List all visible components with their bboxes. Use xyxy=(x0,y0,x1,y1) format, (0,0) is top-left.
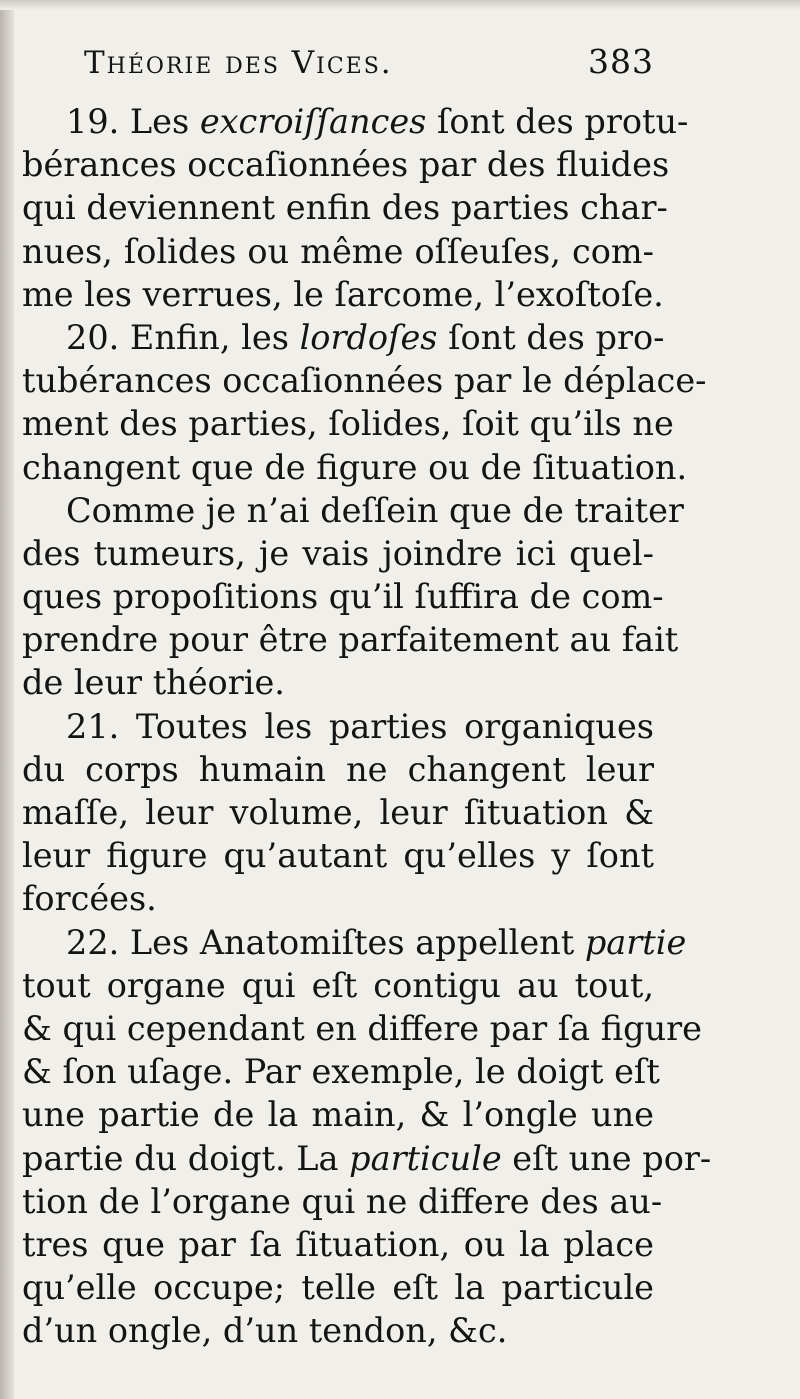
text-line xyxy=(22,921,687,964)
text-line xyxy=(22,877,654,920)
text-segment: eſt une por- xyxy=(501,1138,712,1178)
text-segment: tubérances occaſionnées par le déplace- xyxy=(22,361,707,401)
text-segment: tion de l’organe qui ne differe des au- xyxy=(22,1181,663,1221)
text-segment: forcées. xyxy=(22,879,157,919)
text-segment: maſſe, leur volume, leur ſituation & xyxy=(22,793,654,832)
text-line xyxy=(22,489,684,532)
text-line xyxy=(22,446,688,489)
paragraph xyxy=(22,705,654,921)
text-line xyxy=(22,532,654,575)
italic-term: excroiſſances xyxy=(199,102,427,141)
text-segment: une partie de la main, & l’ongle une xyxy=(22,1095,654,1135)
text-segment: ment des parties, ſolides, ſoit qu’ils ne xyxy=(22,404,674,444)
text-line xyxy=(22,1180,663,1223)
text-segment: bérances occaſionnées par des fluides xyxy=(22,145,670,185)
text-segment: 20. Enfin, les xyxy=(66,317,300,357)
text-line xyxy=(22,1266,654,1309)
italic-term: partie xyxy=(584,922,687,962)
text-segment: leur figure qu’autant qu’elles y ſont xyxy=(22,836,654,876)
scan-shadow-left xyxy=(0,0,14,1399)
text-line xyxy=(22,964,654,1007)
text-line xyxy=(22,402,674,445)
text-segment: & qui cependant en differe par ſa figure xyxy=(22,1008,703,1048)
text-segment: de leur théorie. xyxy=(22,663,285,703)
text-line xyxy=(22,661,654,704)
paragraph xyxy=(22,316,707,489)
text-segment: changent que de figure ou de ſituation. xyxy=(22,447,688,487)
text-segment: 19. Les xyxy=(66,102,200,141)
text-line xyxy=(22,705,654,748)
body-text xyxy=(22,100,712,1352)
text-segment: 21. Toutes les parties organiques xyxy=(66,706,654,746)
text-segment: qu’elle occupe; telle eſt la particule xyxy=(22,1268,654,1308)
text-segment: prendre pour être parfaitement au fait xyxy=(22,620,679,660)
scan-shadow-top xyxy=(0,0,800,10)
text-line xyxy=(22,100,689,143)
text-line xyxy=(22,186,668,229)
text-segment: ques propoſitions qu’il ſuffira de com- xyxy=(22,577,664,617)
text-line xyxy=(22,1309,654,1352)
text-segment: du corps humain ne changent leur xyxy=(22,749,654,789)
book-page xyxy=(22,42,712,1352)
text-line xyxy=(22,834,654,877)
text-line xyxy=(22,1137,712,1180)
text-line xyxy=(22,1093,654,1136)
text-segment: d’un ongle, d’un tendon, &c. xyxy=(22,1311,508,1351)
text-line xyxy=(22,791,654,834)
italic-term: particule xyxy=(349,1138,502,1178)
text-line xyxy=(22,575,664,618)
text-line xyxy=(22,230,654,273)
text-line xyxy=(22,1050,660,1093)
paragraph xyxy=(22,921,712,1353)
text-line xyxy=(22,316,665,359)
text-segment: tres que par ſa ſituation, ou la place xyxy=(22,1224,654,1264)
text-segment: partie du doigt. La xyxy=(22,1138,350,1178)
paragraph xyxy=(22,100,689,316)
text-segment: & ſon uſage. Par exemple, le doigt eſt xyxy=(22,1052,660,1092)
text-line xyxy=(22,143,670,186)
page-number: 383 xyxy=(588,42,654,81)
text-line xyxy=(22,359,707,402)
text-line xyxy=(22,1223,654,1266)
text-line xyxy=(22,618,679,661)
text-segment: me les verrues, le ſarcome, l’exoſtoſe. xyxy=(22,274,664,314)
text-segment: ſont des pro- xyxy=(437,317,665,357)
text-segment: qui deviennent enfin des parties char- xyxy=(22,188,668,228)
text-segment: 22. Les Anatomiſtes appellent xyxy=(66,922,585,962)
text-line xyxy=(22,273,664,316)
text-segment: Comme je n’ai deſſein que de traiter xyxy=(66,490,684,530)
italic-term: lordoſes xyxy=(299,317,438,357)
text-segment: ſont des protu- xyxy=(426,102,689,141)
paragraph xyxy=(22,489,684,705)
text-line xyxy=(22,1007,703,1050)
text-line xyxy=(22,748,654,791)
text-segment: nues, ſolides ou même oſſeuſes, com- xyxy=(22,231,654,271)
text-segment: tout organe qui eſt contigu au tout, xyxy=(22,965,654,1005)
running-header xyxy=(22,42,654,100)
text-segment: des tumeurs, je vais joindre ici quel- xyxy=(22,533,654,573)
running-title: Théorie des Vices. xyxy=(84,45,393,81)
